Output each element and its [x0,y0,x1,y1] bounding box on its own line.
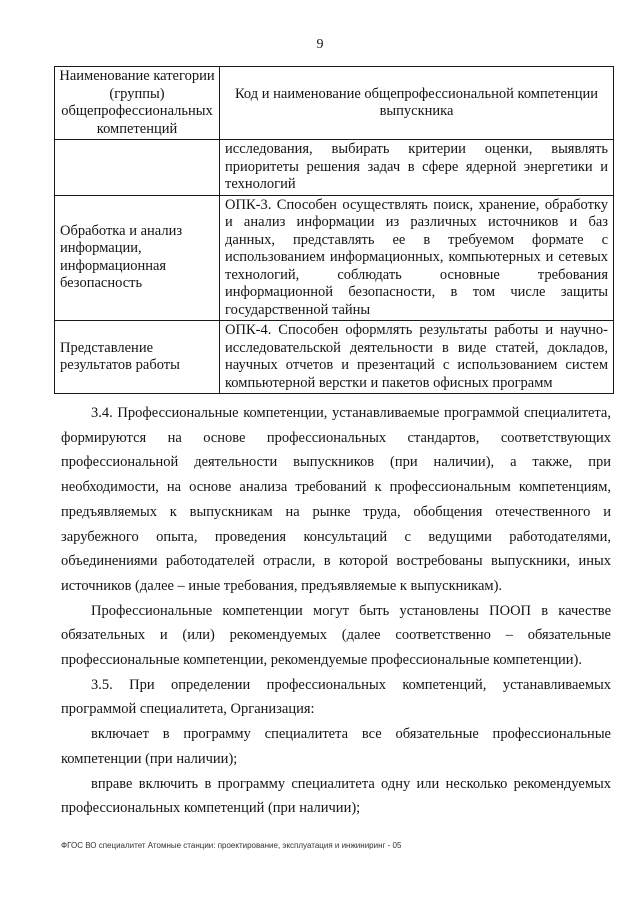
table-row [55,195,614,321]
row-category [55,140,220,196]
row-category: Представление результатов работы [55,321,220,394]
header-category: Наименование категории (группы) общепрофессиональных компетенций [55,67,220,140]
paragraph-3-5: 3.5. При определении профессиональных компетенций, устанавливаемых программой специалитета, Организация: [61,676,611,718]
table-header-row [55,67,614,140]
competency-table [54,66,614,394]
paragraph-includes: включает в программу специалитета все обязательные профессиональные компетенции (при наличии); [61,726,611,767]
row-category: Обработка и анализ информации, информационная безопасность [55,195,220,321]
row-description: исследования, выбирать критерии оценки, выявлять приоритеты решения задач в сфере ядерной энергетики и технологий [220,140,614,196]
row-description: ОПК-4. Способен оформлять результаты работы и научно-исследовательской деятельности в виде статей, докладов, научных отчетов и презентаций с использованием систем компьютерной верстки и пакетов офисных программ [220,321,614,394]
page-number: 9 [316,37,324,52]
row-description: ОПК-3. Способен осуществлять поиск, хранение, обработку и анализ информации из различных источников и баз данных, представлять ее в требуемом формате с использованием информационных, компьютерных и сетевых технологий, соблюдать основные требования информационной безопасности, в том числе защиты государственной тайны [220,195,614,321]
paragraph-may-include: вправе включить в программу специалитета одну или несколько рекомендуемых профессиональных компетенций (при наличии); [61,775,611,817]
header-competency: Код и наименование общепрофессиональной компетенции выпускника [220,67,614,140]
footer-note: ФГОС ВО специалитет Атомные станции: проектирование, эксплуатация и инжиниринг - 05 [61,841,402,850]
paragraph-pk-types: Профессиональные компетенции могут быть установлены ПООП в качестве обязательных и (или) рекомендуемых (далее соответственно – обязательные профессиональные компетенции, рекомендуемые профессиональные компетенции). [61,602,611,669]
body-text [61,401,611,821]
paragraph-3-4: 3.4. Профессиональные компетенции, устанавливаемые программой специалитета, формируются на основе профессиональных стандартов, соответствующих профессиональной деятельности выпускников (при наличии), а также, при необходимости, на основе анализа требований к профессиональным компетенциям, предъявляемых к выпускникам на рынке труда, обобщения отечественного и зарубежного опыта, проведения консультаций с ведущими работодателями, объединениями работодателей отрасли, в которой востребованы выпускники, иных источников (далее – иные требования, предъявляемые к выпускникам). [61,405,611,594]
table-row [55,321,614,394]
table-row [55,140,614,196]
